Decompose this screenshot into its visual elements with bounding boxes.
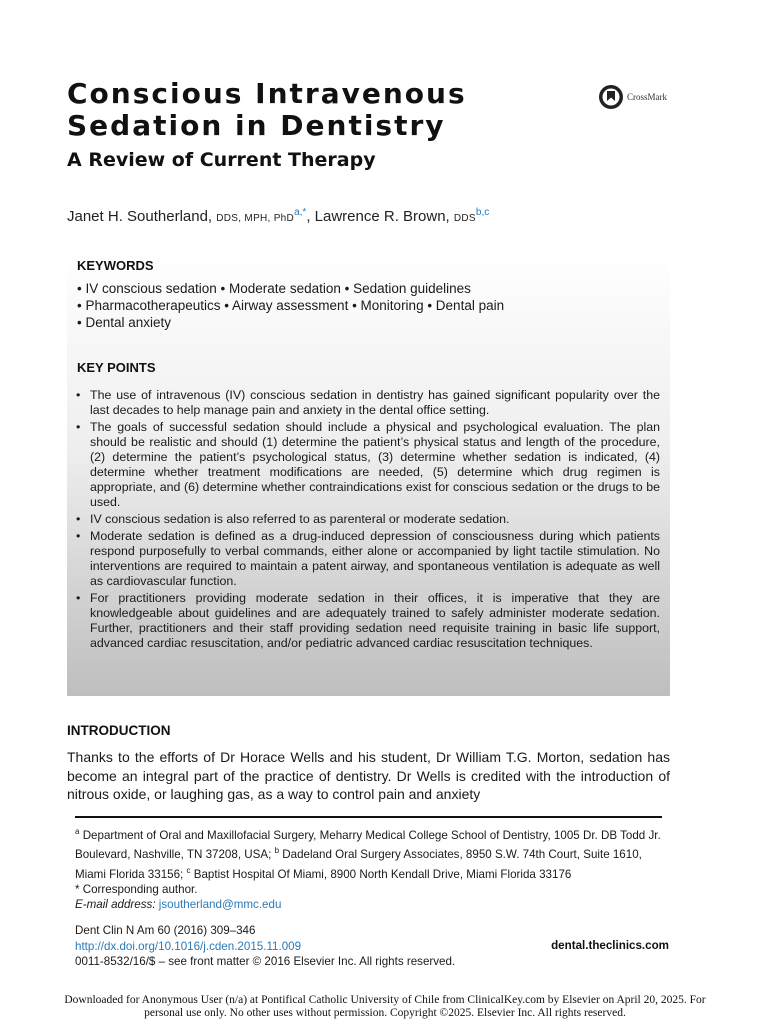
copyright-line: 0011-8532/16/$ – see front matter © 2016 Elsevier Inc. All rights reserved. xyxy=(75,955,456,968)
keywords-list xyxy=(77,280,504,331)
key-point-item xyxy=(75,529,660,589)
keywords-heading: KEYWORDS xyxy=(77,258,154,273)
affiliation-c: Baptist Hospital Of Miami, 8900 North Kendall Drive, Miami Florida 33176 xyxy=(193,867,572,881)
key-point-text: For practitioners providing moderate sedation in their offices, it is imperative that they are knowledgeable about guidelines and are adequately trained to safely administer moderate sedation. Further, practitioners and their staff providing sedation need requisite training in basic life support, advanced cardiac resuscitation, and/or pediatric advanced cardiac resuscitation techniques. xyxy=(90,591,660,650)
author-2-name: Lawrence R. Brown, xyxy=(314,208,450,225)
corresponding-author-note: * Corresponding author. xyxy=(75,883,198,897)
keywords-keypoints-box xyxy=(67,250,670,696)
author-2-degrees: DDS xyxy=(453,213,476,224)
author-2-affiliation-marks[interactable]: b,c xyxy=(475,207,490,218)
crossmark-badge[interactable] xyxy=(598,84,667,110)
article-subtitle: A Review of Current Therapy xyxy=(67,149,376,171)
affiliation-b-mark: b xyxy=(274,846,280,856)
author-1-name: Janet H. Southerland, xyxy=(67,208,213,225)
bullet: • xyxy=(76,591,81,605)
key-point-item xyxy=(75,388,660,418)
key-point-text: The goals of successful sedation should include a physical and psychological evaluation. The plan should be realistic and should (1) determine the patient’s physical status and length of the procedure, (2) determine the patient’s psychological status, (3) determine whether sedation is indicated, (4) determine whether treatment modifications are needed, (5) determine which drug regimen is appropriate, and (6) determine whether contraindications exist for conscious sedation or the drugs to be used. xyxy=(90,420,660,509)
footnote-rule xyxy=(75,816,662,818)
title-line-1: Conscious Intravenous xyxy=(67,77,467,110)
keywords-line: • Pharmacotherapeutics • Airway assessment • Monitoring • Dental pain xyxy=(77,298,505,313)
affiliation-a-mark: a xyxy=(75,827,80,836)
key-point-text: IV conscious sedation is also referred to as parenteral or moderate sedation. xyxy=(90,512,510,526)
key-point-text: Moderate sedation is defined as a drug-induced depression of consciousness during which patients respond purposefully to verbal commands, either alone or accompanied by light tactile stimulation. No interventions are required to maintain a patent airway, and spontaneous ventilation is adequate as well as cardiovascular function. xyxy=(90,529,660,588)
keywords-line: • IV conscious sedation • Moderate sedation • Sedation guidelines xyxy=(77,281,471,296)
key-point-text: The use of intravenous (IV) conscious sedation in dentistry has gained significant popularity over the last decades to help manage pain and anxiety in the dental office setting. xyxy=(90,388,660,417)
journal-info xyxy=(75,923,455,970)
author-line xyxy=(67,207,489,225)
affiliation-b: Dadeland Oral Surgery Associates, 8950 S.W. 74th Court, Suite 1610, Miami Florida 33156; xyxy=(75,848,642,881)
email-label: E-mail address: xyxy=(75,898,156,911)
keywords-line: • Dental anxiety xyxy=(77,315,172,330)
crossmark-icon xyxy=(598,84,624,110)
article-title xyxy=(67,78,467,142)
affiliation-c-mark: c xyxy=(186,865,191,875)
crossmark-label: CrossMark xyxy=(627,92,667,102)
journal-citation: Dent Clin N Am 60 (2016) 309–346 xyxy=(75,924,256,937)
bullet: • xyxy=(76,420,81,434)
key-point-item xyxy=(75,420,660,510)
title-line-2: Sedation in Dentistry xyxy=(67,109,446,142)
author-1-degrees: DDS, MPH, PhD xyxy=(216,213,295,224)
author-1-affiliation-marks[interactable]: a,* xyxy=(294,207,307,218)
bullet: • xyxy=(76,512,81,526)
key-points-list xyxy=(75,388,660,653)
introduction-heading: INTRODUCTION xyxy=(67,723,171,738)
key-point-item xyxy=(75,512,660,527)
affiliation-a: Department of Oral and Maxillofacial Surgery, Meharry Medical College School of Dentistry, 1005 Dr. DB Todd Jr. Boulevard, Nashville, TN 37208, USA; xyxy=(75,828,661,862)
email-line xyxy=(75,898,281,911)
journal-website[interactable]: dental.theclinics.com xyxy=(551,939,669,952)
email-link[interactable]: jsoutherland@mmc.edu xyxy=(158,898,282,911)
download-notice: Downloaded for Anonymous User (n/a) at Pontifical Catholic University of Chile from ClinicalKey.com by Elsevier on April 20, 2025. For personal use only. No other uses without permission. Copyright ©2025. Elsevier Inc. All rights reserved. xyxy=(64,994,706,1019)
key-points-heading: KEY POINTS xyxy=(77,360,156,375)
doi-link[interactable]: http://dx.doi.org/10.1016/j.cden.2015.11.009 xyxy=(75,939,302,953)
key-point-item xyxy=(75,591,660,651)
bullet: • xyxy=(76,529,81,543)
affiliations xyxy=(75,824,662,898)
bullet: • xyxy=(76,388,81,402)
author-separator: , xyxy=(306,208,315,225)
introduction-text: Thanks to the efforts of Dr Horace Wells and his student, Dr William T.G. Morton, sedation has become an integral part of the practice of dentistry. Dr Wells is credited with the introduction of nitrous oxide, or laughing gas, as a way to control pain and anxiety xyxy=(67,749,670,802)
